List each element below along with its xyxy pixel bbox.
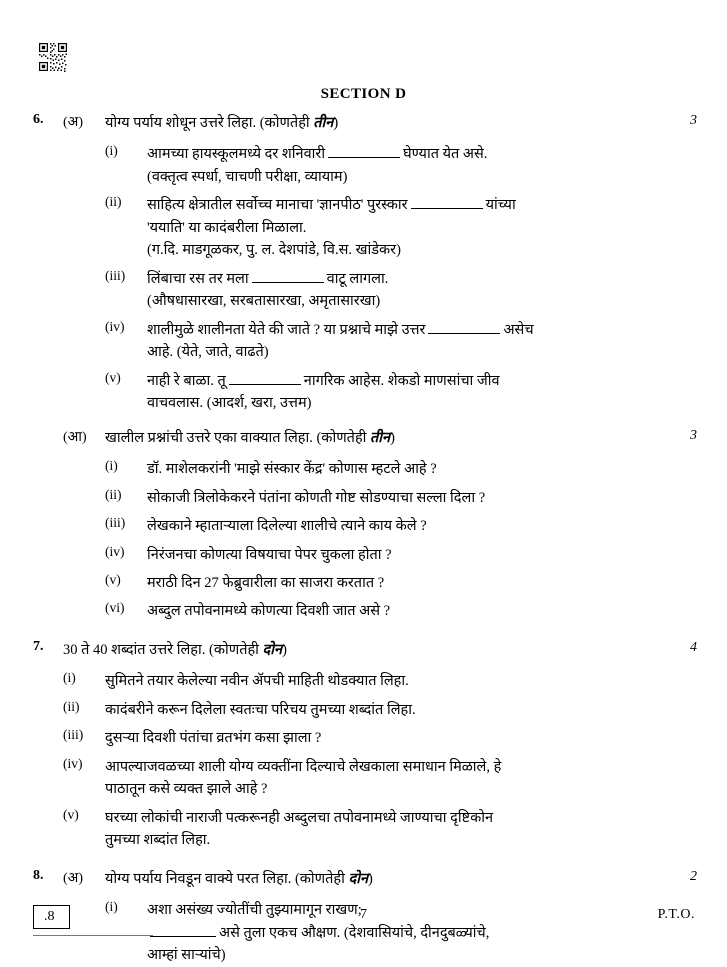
question-number-7: 7. xyxy=(33,638,44,654)
sub-question-6a-v xyxy=(0,370,727,415)
sub-question-text-6a-v xyxy=(147,370,673,415)
roman-label-6b-iii: (iii) xyxy=(105,515,126,531)
question-part-label-6b: (आ) xyxy=(63,429,87,445)
text-c-6a-v: वाचवलास. (आदर्श, खरा, उत्तम) xyxy=(147,395,312,412)
prompt-pre-8a: योग्य पर्याय निवडून वाक्ये परत लिहा. (कोणतेही xyxy=(105,870,349,887)
roman-label-6b-i: (i) xyxy=(105,458,118,474)
roman-label-7-v: (v) xyxy=(63,806,79,822)
sub-question-text-7-v xyxy=(105,807,673,852)
sub-question-7-v xyxy=(0,807,727,852)
sub-question-7-iii xyxy=(0,727,727,749)
question-part-label-6a: (अ) xyxy=(63,115,84,130)
sub-question-6a-iii xyxy=(0,268,727,313)
text-b-6a-iii: वाटू लागला. xyxy=(326,270,389,287)
answer-blank[interactable] xyxy=(328,146,400,158)
text-b-8a-i: असे तुला एकच औक्षण. (देशवासियांचे, दीनदुबळ्यांचे, xyxy=(219,924,490,941)
roman-label-7-iv: (iv) xyxy=(63,755,83,771)
roman-label-6b-vi: (vi) xyxy=(105,600,125,616)
text-c-6a-iv: आहे. (येते, जाते, वाढते) xyxy=(147,344,269,361)
prompt-emphasis-6a: तीन xyxy=(313,115,334,131)
roman-label-7-iii: (iii) xyxy=(63,727,84,743)
roman-label-6a-ii: (ii) xyxy=(105,194,122,210)
answer-blank[interactable] xyxy=(229,373,301,385)
sub-question-6a-i xyxy=(0,143,727,188)
prompt-post-8a: ) xyxy=(368,870,373,887)
text-a-6a-iv: शालीमुळे शालीनता येते की जाते ? या प्रश्नाचे माझे उत्तर xyxy=(147,321,426,338)
question-prompt-6a xyxy=(105,112,673,134)
answer-blank[interactable] xyxy=(252,271,324,283)
prompt-emphasis-8a: दोन xyxy=(348,870,369,887)
roman-label-6a-iv: (iv) xyxy=(105,318,125,334)
sub-question-text-6a-i xyxy=(147,143,673,188)
question-prompt-7 xyxy=(63,639,673,661)
text-c-6a-ii: 'ययाति' या कादंबरीला मिळाला. xyxy=(147,219,307,236)
text-a-8a-i: अशा असंख्य ज्योतींची तुझ्यामागून राखण; xyxy=(147,902,362,919)
prompt-post-7: ) xyxy=(282,641,287,658)
sub-question-7-i xyxy=(0,670,727,692)
sub-question-text-6a-iii xyxy=(147,268,673,313)
sub-question-text-7-iii: दुसऱ्या दिवशी पंतांचा व्रतभंग कसा झाला ? xyxy=(105,730,322,747)
sub-question-text-6b-i: डॉ. माशेलकरांनी 'माझे संस्कार केंद्र' कोणास म्हटले आहे ? xyxy=(147,461,437,478)
sub-question-text-7-ii: कादंबरीने करून दिलेला स्वतःचा परिचय तुमच्या शब्दांत लिहा. xyxy=(105,701,416,718)
sub-question-6b-iii xyxy=(0,515,727,537)
page-number: 7 xyxy=(360,907,367,922)
question-heading-6b xyxy=(0,427,727,449)
options-6a-ii: (ग.दि. माडगूळकर, पु. ल. देशपांडे, वि.स. खांडेकर) xyxy=(147,242,401,259)
sub-question-6a-iv xyxy=(0,319,727,364)
sub-question-6b-vi xyxy=(0,600,727,622)
sub-question-text-7-i: सुमितने तयार केलेल्या नवीन ॲपची माहिती थोडक्यात लिहा. xyxy=(105,673,409,690)
text-b-6a-i: घेण्यात येत असे. xyxy=(403,146,488,163)
sub-question-text-6b-vi: अब्दुल तपोवनामध्ये कोणत्या दिवशी जात असे ? xyxy=(147,603,391,620)
text-a-6a-iii: लिंबाचा रस तर मला xyxy=(147,270,249,287)
question-heading-7 xyxy=(0,639,727,661)
text-a-7-iv: आपल्याजवळच्या शाली योग्य व्यक्तींना दिल्याचे लेखकाला समाधान मिळाले, हे xyxy=(105,758,502,775)
sub-question-text-6b-iii: लेखकाने म्हाताऱ्याला दिलेल्या शालीचे त्याने काय केले ? xyxy=(147,518,427,535)
roman-label-6b-v: (v) xyxy=(105,571,121,587)
text-a-7-v: घरच्या लोकांची नाराजी पत्करूनही अब्दुलचा तपोवनामध्ये जाण्याचा दृष्टिकोन xyxy=(105,809,494,826)
roman-label-6b-ii: (ii) xyxy=(105,486,122,502)
line3-8a-i: आम्हां साऱ्यांचे) xyxy=(147,947,226,964)
roman-label-8a-i: (i) xyxy=(105,899,118,915)
text-a-6a-ii: साहित्य क्षेत्रातील सर्वोच्च मानाचा 'ज्ञानपीठ' पुरस्कार xyxy=(147,197,408,214)
prompt-post-6a: ) xyxy=(333,115,339,131)
roman-label-6b-iv: (iv) xyxy=(105,543,125,559)
prompt-pre-7: 30 ते 40 शब्दांत उत्तरे लिहा. (कोणतेही xyxy=(63,641,263,658)
sub-question-text-6b-iv: निरंजनचा कोणत्या विषयाचा पेपर चुकला होता ? xyxy=(147,546,392,563)
prompt-pre-6a: योग्य पर्याय शोधून उत्तरे लिहा. (कोणतेही xyxy=(105,115,314,131)
sub-question-text-6a-ii xyxy=(147,194,673,261)
marks-8a: 2 xyxy=(690,868,697,884)
page-footer xyxy=(0,905,727,945)
footer-divider xyxy=(33,935,153,936)
sub-question-text-6b-v: मराठी दिन 27 फेब्रुवारीला का साजरा करतात ? xyxy=(147,574,385,591)
marks-6a: 3 xyxy=(690,113,697,128)
text-a-6a-v: नाही रे बाळा. तू xyxy=(147,372,226,389)
text-b-6a-v: नागरिक आहेस. शेकडो माणसांचा जीव xyxy=(303,372,500,389)
question-prompt-8a xyxy=(105,868,673,890)
prompt-emphasis-7: दोन xyxy=(262,641,283,658)
question-part-label-8a: (अ) xyxy=(63,870,84,886)
text-c-7-v: तुमच्या शब्दांत लिहा. xyxy=(105,832,211,849)
answer-blank[interactable] xyxy=(411,197,483,209)
sub-question-6b-iv xyxy=(0,544,727,566)
options-6a-i: (वक्तृत्व स्पर्धा, चाचणी परीक्षा, व्यायाम) xyxy=(147,168,348,185)
prompt-emphasis-6b: तीन xyxy=(370,429,391,446)
answer-blank[interactable] xyxy=(428,322,500,334)
sub-question-6a-ii xyxy=(0,194,727,261)
options-6a-iii: (औषधासारखा, सरबतासारखा, अमृतासारखा) xyxy=(147,293,381,310)
sub-question-text-7-iv xyxy=(105,756,673,801)
roman-label-6a-v: (v) xyxy=(105,369,121,385)
sub-question-7-ii xyxy=(0,699,727,721)
sub-question-6b-ii xyxy=(0,487,727,509)
sub-question-text-6b-ii: सोकाजी त्रिलोकेकरने पंतांना कोणती गोष्ट सोडण्याचा सल्ला दिला ? xyxy=(147,489,486,506)
sub-question-text-6a-iv xyxy=(147,319,673,364)
marks-7: 4 xyxy=(690,639,697,655)
prompt-pre-6b: खालील प्रश्नांची उत्तरे एका वाक्यात लिहा. (कोणतेही xyxy=(105,429,371,446)
question-heading-8a xyxy=(0,868,727,890)
question-prompt-6b xyxy=(105,427,673,449)
roman-label-6a-i: (i) xyxy=(105,143,118,159)
section-title: SECTION D xyxy=(320,86,407,102)
roman-label-7-ii: (ii) xyxy=(63,698,80,714)
question-number-6: 6. xyxy=(33,112,44,127)
prompt-post-6b: ) xyxy=(390,429,395,446)
sub-question-6b-v xyxy=(0,572,727,594)
text-b-6a-iv: असेच xyxy=(503,321,534,338)
text-c-7-iv: पाठातून कसे व्यक्त झाले आहे ? xyxy=(105,781,268,798)
question-heading-6a xyxy=(0,112,727,134)
sub-question-7-iv xyxy=(0,756,727,801)
roman-label-6a-iii: (iii) xyxy=(105,267,126,283)
question-number-8: 8. xyxy=(33,867,44,883)
text-a-6a-i: आमच्या हायस्कूलमध्ये दर शनिवारी xyxy=(147,146,326,163)
roman-label-7-i: (i) xyxy=(63,670,76,686)
question-list xyxy=(0,112,727,967)
pto-label: P.T.O. xyxy=(657,907,695,922)
qr-code-icon xyxy=(38,42,68,72)
sub-question-6b-i xyxy=(0,458,727,480)
footer-code-box: .8 xyxy=(33,905,70,929)
marks-6b: 3 xyxy=(690,427,697,443)
text-b-6a-ii: यांच्या xyxy=(485,197,516,214)
